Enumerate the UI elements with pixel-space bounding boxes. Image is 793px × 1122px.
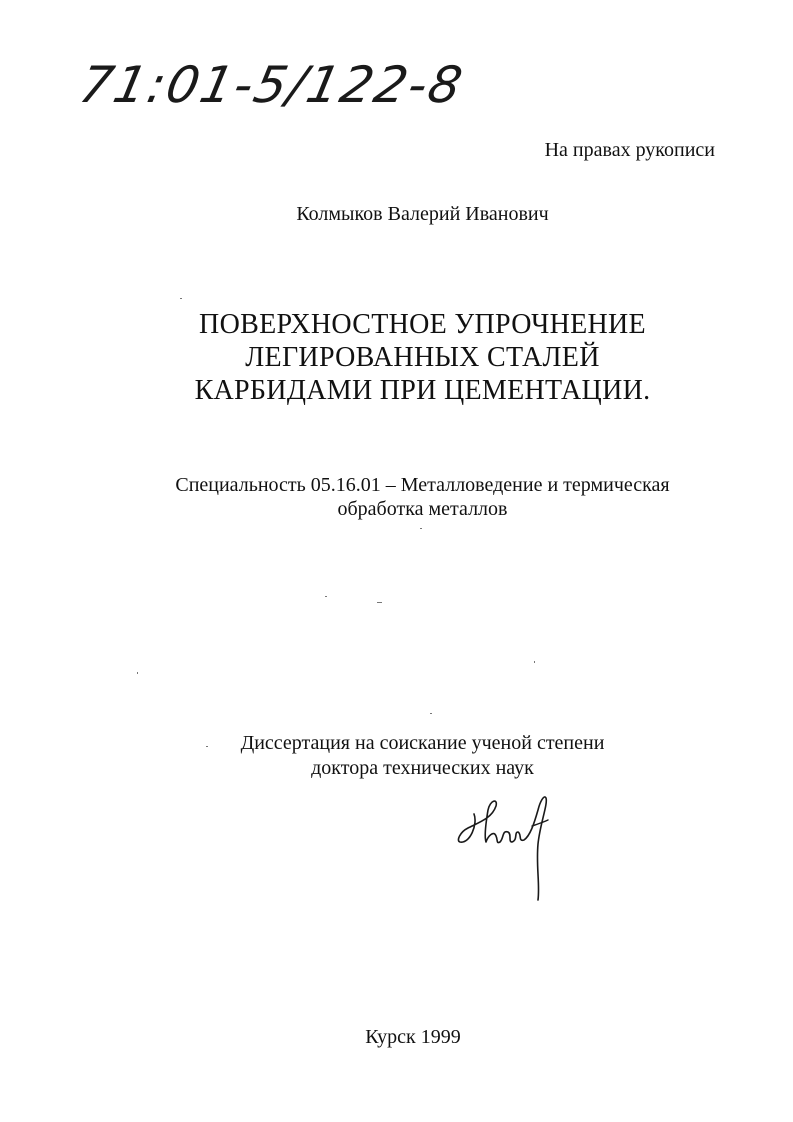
title-line-2: ЛЕГИРОВАННЫХ СТАЛЕЙ	[245, 342, 600, 373]
scan-speck	[377, 602, 382, 603]
scan-speck	[430, 713, 432, 714]
scan-speck	[206, 746, 208, 747]
signature-image	[452, 784, 572, 904]
thesis-title	[0, 308, 793, 407]
scan-speck	[180, 298, 182, 299]
catalog-number: 71:01-5/122-8	[74, 56, 469, 114]
place-and-year: Курск 1999	[365, 1026, 461, 1048]
specialty-line-1: Специальность 05.16.01 – Металловедение и термическая	[175, 474, 670, 496]
degree-line-2: доктора технических наук	[311, 757, 534, 779]
scan-speck	[325, 596, 327, 597]
manuscript-rights: На правах рукописи	[544, 139, 715, 161]
degree-statement	[0, 731, 793, 781]
title-line-3: КАРБИДАМИ ПРИ ЦЕМЕНТАЦИИ.	[194, 375, 651, 406]
author-name: Колмыков Валерий Иванович	[296, 203, 549, 225]
degree-line-1: Диссертация на соискание ученой степени	[240, 732, 605, 754]
title-line-1: ПОВЕРХНОСТНОЕ УПРОЧНЕНИЕ	[199, 309, 646, 340]
specialty	[0, 473, 793, 521]
specialty-line-2: обработка металлов	[337, 498, 508, 520]
scan-speck	[420, 528, 422, 529]
scan-speck	[137, 672, 138, 674]
scan-speck	[534, 661, 535, 663]
